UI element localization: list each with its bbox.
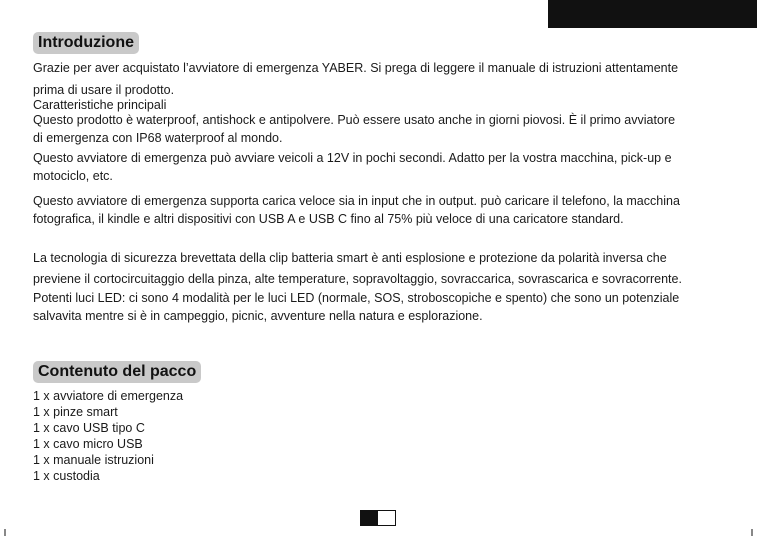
crop-mark-left <box>4 529 6 536</box>
header-bar <box>548 0 757 28</box>
intro-line: motociclo, etc. <box>33 169 113 183</box>
intro-line: Caratteristiche principali <box>33 98 167 112</box>
intro-line: prima di usare il prodotto. <box>33 83 175 97</box>
package-item: 1 x avviatore di emergenza <box>33 389 184 403</box>
crop-mark-right <box>751 529 753 536</box>
package-item: 1 x cavo micro USB <box>33 437 143 451</box>
package-item: 1 x cavo USB tipo C <box>33 421 145 435</box>
package-item: 1 x pinze smart <box>33 405 118 419</box>
package-item: 1 x manuale istruzioni <box>33 453 154 467</box>
page-indicator <box>360 510 396 526</box>
intro-line: Questo prodotto è waterproof, antishock e antipolvere. Può essere usato anche in giorni piovosi. È il primo avviatore <box>33 113 676 127</box>
intro-line: Questo avviatore di emergenza può avviare veicoli a 12V in pochi secondi. Adatto per la vostra macchina, pick-up e <box>33 151 672 165</box>
intro-line: Grazie per aver acquistato l’avviatore di emergenza YABER. Si prega di leggere il manuale di istruzioni attentamente <box>33 61 679 75</box>
intro-line: La tecnologia di sicurezza brevettata della clip batteria smart è anti esplosione e protezione da polarità inversa che <box>33 251 667 265</box>
intro-line: previene il cortocircuitaggio della pinza, alte temperature, sopravoltaggio, sovraccarica, sovrascarica e sovracorrente. <box>33 272 682 286</box>
intro-line: salvavita mentre si è in campeggio, picnic, avventure nella natura e esplorazione. <box>33 309 483 323</box>
intro-line: fotografica, il kindle e altri dispositivi con USB A e USB C fino al 75% più veloce di una caricatore standard. <box>33 212 624 226</box>
package-item: 1 x custodia <box>33 469 100 483</box>
intro-line: Potenti luci LED: ci sono 4 modalità per le luci LED (normale, SOS, stroboscopiche e spento) che sono un potenziale <box>33 291 680 305</box>
intro-line: di emergenza con IP68 waterproof al mondo. <box>33 131 283 145</box>
page-indicator-fill <box>361 511 378 525</box>
intro-line: Questo avviatore di emergenza supporta carica veloce sia in input che in output. può caricare il telefono, la macchina <box>33 194 680 208</box>
section-title-introduzione: Introduzione <box>33 32 139 54</box>
section-title-contenuto: Contenuto del pacco <box>33 361 201 383</box>
